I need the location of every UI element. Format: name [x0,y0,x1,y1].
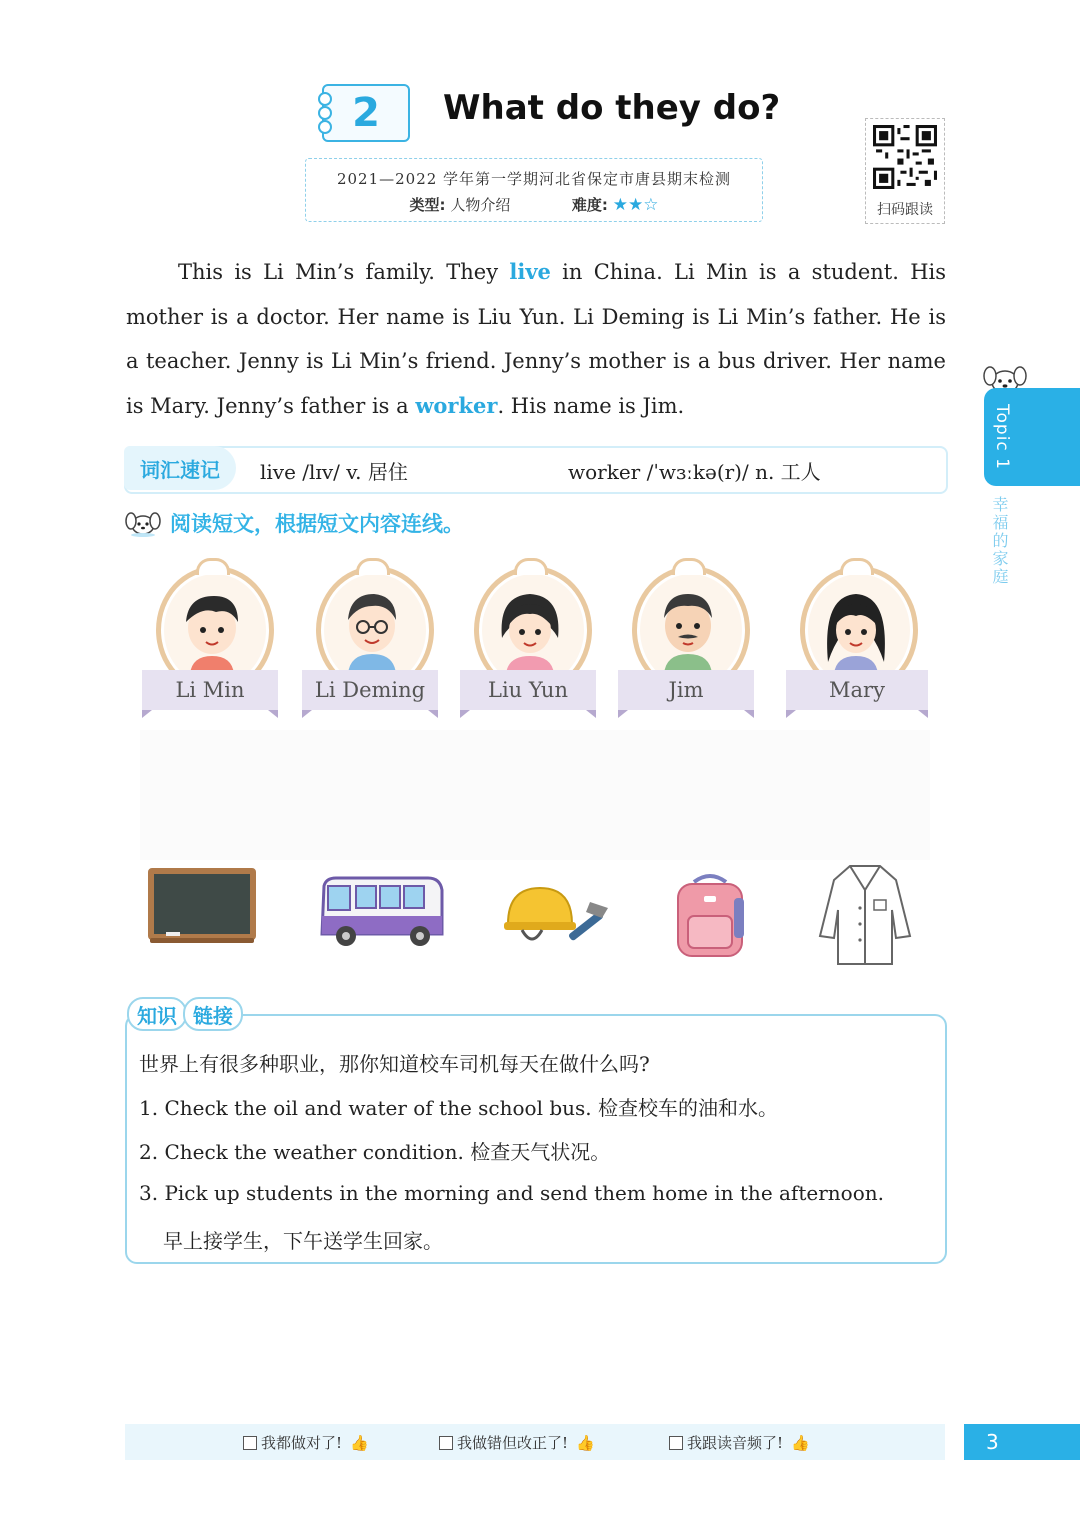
topic-subtitle: 幸福的家庭 [990,496,1009,586]
thumbs-up-icon: 👍 [576,1433,595,1452]
qr-label: 扫码跟读 [877,202,933,218]
thumbs-up-icon: 👍 [350,1433,369,1452]
knowledge-tag-2: 链接 [183,997,243,1031]
boy-face-icon [172,584,252,674]
vocab-bar [124,446,948,494]
portrait-jim[interactable] [618,560,758,720]
backpack-icon[interactable] [668,872,752,960]
check-label: 我做错但改正了! [457,1434,569,1452]
passage-paragraph [126,250,946,428]
passage-text: . His name is Jim. [497,393,685,418]
name-banner: Li Deming [302,670,438,710]
difficulty-stars [613,196,659,214]
qr-code-box[interactable] [865,118,945,224]
checkbox[interactable] [669,1436,683,1450]
bus-icon[interactable] [316,872,446,952]
check-followed-audio[interactable] [669,1432,810,1453]
knowledge-intro: 世界上有很多种职业，那你知道校车司机每天在做什么吗? [139,1052,650,1076]
portrait-li-min[interactable] [142,560,282,720]
vocab-tag: 词汇速记 [124,446,236,490]
blackboard-icon[interactable] [146,862,258,944]
man-moustache-face-icon [648,582,728,674]
reading-passage [126,250,946,428]
type-difficulty-line [306,194,762,215]
check-all-correct[interactable] [243,1432,369,1453]
knowledge-item: 早上接学生，下午送学生回家。 [163,1229,443,1253]
name-banner: Jim [618,670,754,710]
page-number: 3 [964,1424,1080,1460]
star-filled-icon: ★ [612,195,628,215]
star-empty-icon: ☆ [643,195,659,215]
page-title: What do they do? [443,88,781,128]
checkbox[interactable] [439,1436,453,1450]
knowledge-box [125,1014,947,1264]
puppy-icon [124,509,162,537]
man-glasses-face-icon [332,582,412,674]
portrait-liu-yun[interactable] [460,560,600,720]
check-corrected[interactable] [439,1432,595,1453]
qr-code-icon [873,125,937,189]
name-banner: Liu Yun [460,670,596,710]
woman-long-hair-face-icon [814,582,898,674]
knowledge-tag-1: 知识 [127,997,187,1031]
difficulty-label: 难度: [571,196,608,214]
name-banner: Li Min [142,670,278,710]
passage-text: This is Li Min’s family. They [178,260,510,284]
matching-area[interactable] [140,730,930,860]
check-label: 我跟读音频了! [687,1434,784,1452]
hard-hat-hammer-icon[interactable] [502,878,612,954]
star-filled-icon: ★ [627,195,644,215]
lesson-number: 2 [352,90,380,136]
thumbs-up-icon: 👍 [791,1433,810,1452]
checkbox[interactable] [243,1436,257,1450]
knowledge-item: 1. Check the oil and water of the school bus. 检查校车的油和水。 [139,1096,778,1120]
knowledge-item: 3. Pick up students in the morning and send them home in the afternoon. [139,1181,884,1205]
portrait-mary[interactable] [786,560,932,720]
type-label: 类型: [409,196,446,214]
vocab-item-live: live /lɪv/ v. 居住 [260,460,408,484]
knowledge-tag [127,997,239,1031]
woman-face-icon [488,582,572,674]
instruction [124,508,464,538]
source-box [305,158,763,222]
passage-text: in China. Li Min is a student. His mother is a doctor. Her name is Liu Yun. Li Deming is Li Min’s father. He is a teacher. Jenny is Li Min’s friend. Jenny’s mother is a bus driver. Her name is Mary. Jenny’s father is a [126,260,946,418]
source-text: 2021—2022 学年第一学期河北省保定市唐县期末检测 [336,170,732,188]
footer-checklist [125,1424,945,1460]
topic-tab[interactable] [984,388,1080,486]
instruction-text: 阅读短文，根据短文内容连线。 [170,512,464,536]
vocab-item-worker: worker /ˈwɜːkə(r)/ n. 工人 [568,460,821,484]
knowledge-item: 2. Check the weather condition. 检查天气状况。 [139,1140,611,1164]
lesson-number-box [322,84,410,142]
passage-keyword: live [509,259,551,284]
check-label: 我都做对了! [261,1434,343,1452]
topic-label: Topic 1 [992,404,1012,470]
name-banner: Mary [786,670,928,710]
passage-keyword: worker [415,392,498,418]
lab-coat-icon[interactable] [816,860,914,968]
portrait-li-deming[interactable] [302,560,442,720]
type-value: 人物介绍 [450,196,511,214]
